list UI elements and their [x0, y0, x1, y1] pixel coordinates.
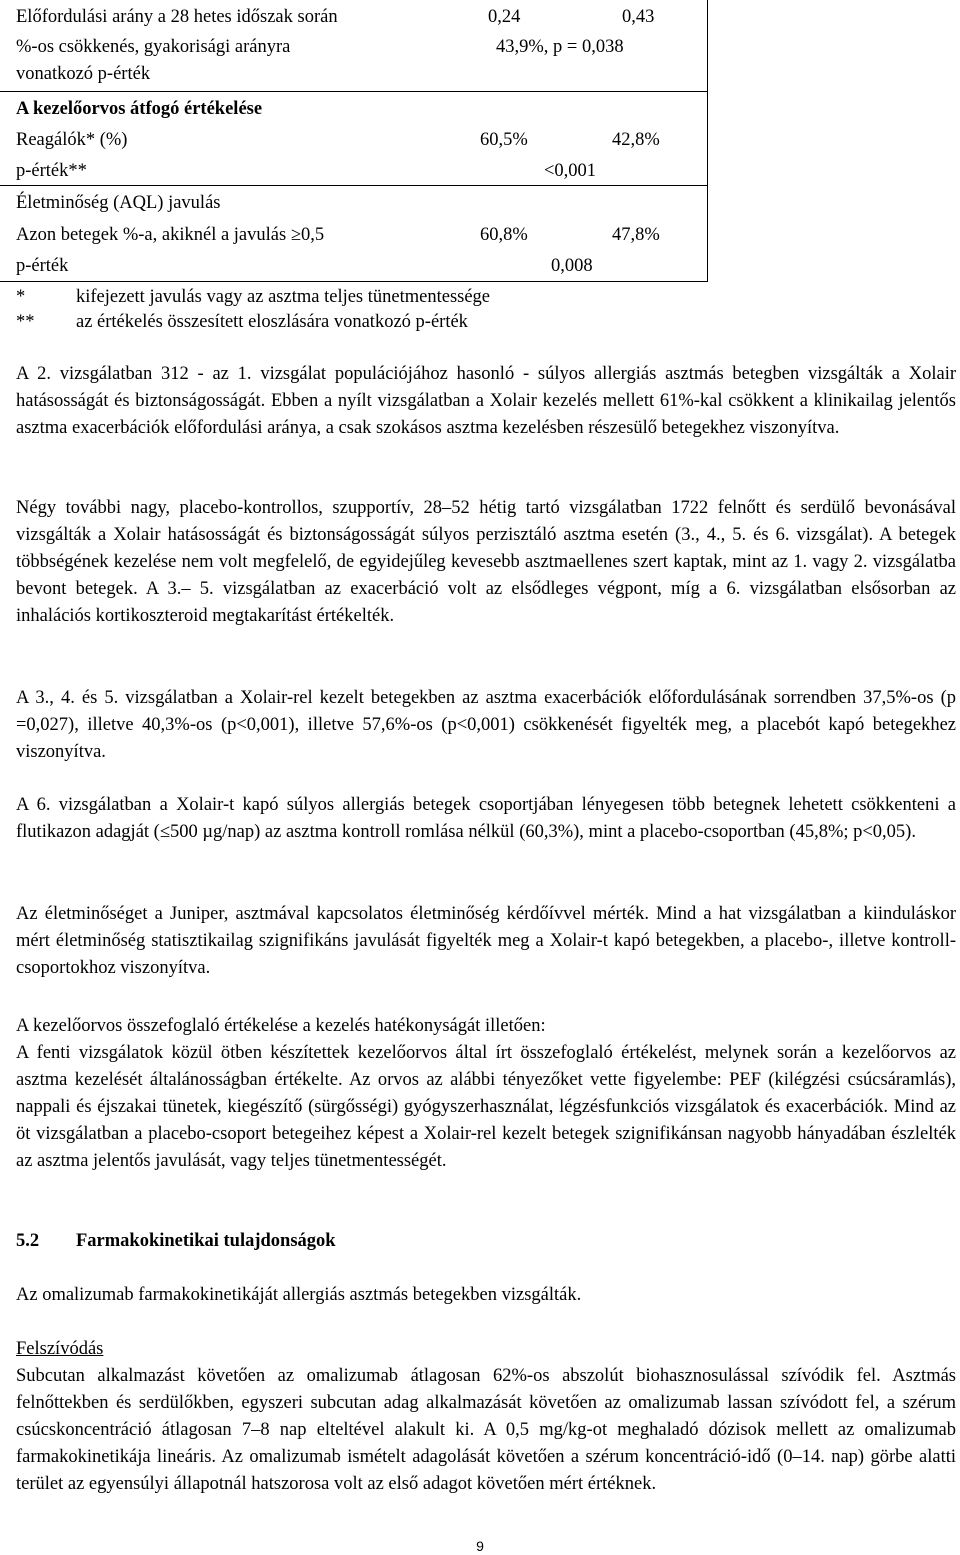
- paragraph-study-6: A 6. vizsgálatban a Xolair-t kapó súlyos allergiás betegek csoportjában lényegesen több betegnek lehetett csökkenteni a flutikazon adagját (≤500 µg/nap) az asztma kontroll romlása nélkül (60,3%), mint a placebo-csoportban (45,8%; p<0,05).: [16, 795, 956, 842]
- row-label-line1: %-os csökkenés, gyakorisági arányra: [16, 37, 291, 57]
- row-value-xolair: 60,5%: [480, 130, 528, 150]
- row-value-combined: <0,001: [544, 161, 597, 181]
- table-divider: [0, 185, 708, 186]
- section-number: 5.2: [16, 1231, 40, 1251]
- row-label: p-érték**: [16, 161, 87, 181]
- section-title: Farmakokinetikai tulajdonságok: [76, 1231, 336, 1251]
- paragraph-physician-assessment-heading: A kezelőorvos összefoglaló értékelése a kezelés hatékonyságát illetően:: [16, 1016, 546, 1036]
- row-label-line2: vonatkozó p-érték: [16, 64, 151, 84]
- footnote-mark: **: [16, 312, 35, 332]
- row-value-xolair: 60,8%: [480, 225, 528, 245]
- page-number: 9: [476, 1538, 484, 1554]
- table-right-border: [707, 0, 708, 282]
- section-heading: [16, 1228, 336, 1255]
- row-value-control: 0,43: [622, 7, 655, 27]
- row-value-combined: 0,008: [551, 256, 593, 276]
- subheading-absorption: Felszívódás: [16, 1339, 104, 1359]
- paragraph-physician-assessment: A fenti vizsgálatok közül ötben készítettek kezelőorvos által írt összefoglaló értékelést, melynek során a kezelőorvos az asztma kezelését általánosságban értékelte. Az orvos az alábbi tényezőket vette figyelembe: PEF (kilégzési csúcsáramlás), nappali és éjszakai tünetek, kiegészítő (sürgősségi) gyógyszerhasználat, légzésfunkciós vizsgálatok és exacerbációk. Mind az öt vizsgálatban a placebo-csoport betegeihez képest a Xolair-rel kezelt betegek szignifikánsan nagyobb hányadában észlelték az asztma jelentős javulását, vagy teljes tünetmentességét.: [16, 1043, 956, 1171]
- paragraph-quality-of-life: Az életminőséget a Juniper, asztmával kapcsolatos életminőség kérdőívvel mérték. Mind a hat vizsgálatban a kiinduláskor mért életminőség statisztikailag szignifikáns javulását figyelték meg a Xolair-t kapó betegekben, a placebo-, illetve kontroll-csoportokhoz viszonyítva.: [16, 904, 956, 978]
- row-label: Előfordulási arány a 28 hetes időszak során: [16, 7, 338, 27]
- table-section-heading: A kezelőorvos átfogó értékelése: [16, 99, 263, 119]
- footnote-mark: *: [16, 287, 26, 307]
- paragraph-supportive-studies: Négy további nagy, placebo-kontrollos, szupportív, 28–52 hétig tartó vizsgálatban 1722 felnőtt és serdülő bevonásával vizsgálták a Xolair hatásosságát és biztonságosságát súlyos perzisztáló asztma esetén (3., 4., 5. és 6. vizsgálat). A betegek többségének kezelése nem volt megfelelő, de egyidejűleg kevesebb asztmaellenes szert kaptak, mint az 1. vagy 2. vizsgálatba bevont betegek. A 3.– 5. vizsgálatban az exacerbáció volt az elsődleges végpont, míg a 6. vizsgálatban elsősorban az inhalációs kortikoszteroid megtakarítást értékelték.: [16, 498, 956, 626]
- paragraph-pk-intro: Az omalizumab farmakokinetikáját allergiás asztmás betegekben vizsgálták.: [16, 1285, 582, 1305]
- paragraph-absorption: Subcutan alkalmazást követően az omalizumab átlagosan 62%-os abszolút biohasznosulással szívódik fel. Asztmás felnőttekben és serdülőkben, egyszeri subcutan adag alkalmazását követően az omalizumab lassan szívódott fel, a szérum csúcskoncentráció átlagosan 7–8 nap elteltével alakult ki. A 0,5 mg/kg-ot meghaladó dózisok mellett az omalizumab farmakokinetikája lineáris. Az omalizumab ismételt adagolását követően a szérum koncentráció-idő (0–14. nap) görbe alatti terület az egyensúlyi állapotnál hatszorosa volt az első adagot követően mért értéknek.: [16, 1366, 956, 1494]
- table-section-heading: Életminőség (AQL) javulás: [16, 193, 221, 213]
- row-value-combined: 43,9%, p = 0,038: [496, 37, 624, 57]
- table-divider: [0, 91, 708, 92]
- row-label: Azon betegek %-a, akiknél a javulás ≥0,5: [16, 225, 325, 245]
- paragraph-studies-3-5: A 3., 4. és 5. vizsgálatban a Xolair-rel kezelt betegekben az asztma exacerbációk előfordulásának sorrendben 37,5%-os (p =0,027), illetve 40,3%-os (p<0,001), illetve 57,6%-os (p<0,001) csökkenését figyelték meg, a placebót kapó betegekhez viszonyítva.: [16, 688, 956, 762]
- row-label: Reagálók* (%): [16, 130, 128, 150]
- row-value-control: 42,8%: [612, 130, 660, 150]
- row-label: p-érték: [16, 256, 69, 276]
- row-value-xolair: 0,24: [488, 7, 521, 27]
- footnote-text: kifejezett javulás vagy az asztma teljes tünetmentessége: [76, 287, 491, 307]
- table-bottom-border: [0, 281, 708, 282]
- footnote-text: az értékelés összesített eloszlására vonatkozó p-érték: [76, 312, 468, 332]
- paragraph-study-2: A 2. vizsgálatban 312 - az 1. vizsgálat populációjához hasonló - súlyos allergiás asztmás betegben vizsgálták a Xolair hatásosságát és biztonságosságát. Ebben a nyílt vizsgálatban a Xolair kezelés mellett 61%-kal csökkent a klinikailag jelentős asztma exacerbációk előfordulási aránya, a csak szokásos asztma kezelésben részesülő betegekhez viszonyítva.: [16, 364, 956, 438]
- row-value-control: 47,8%: [612, 225, 660, 245]
